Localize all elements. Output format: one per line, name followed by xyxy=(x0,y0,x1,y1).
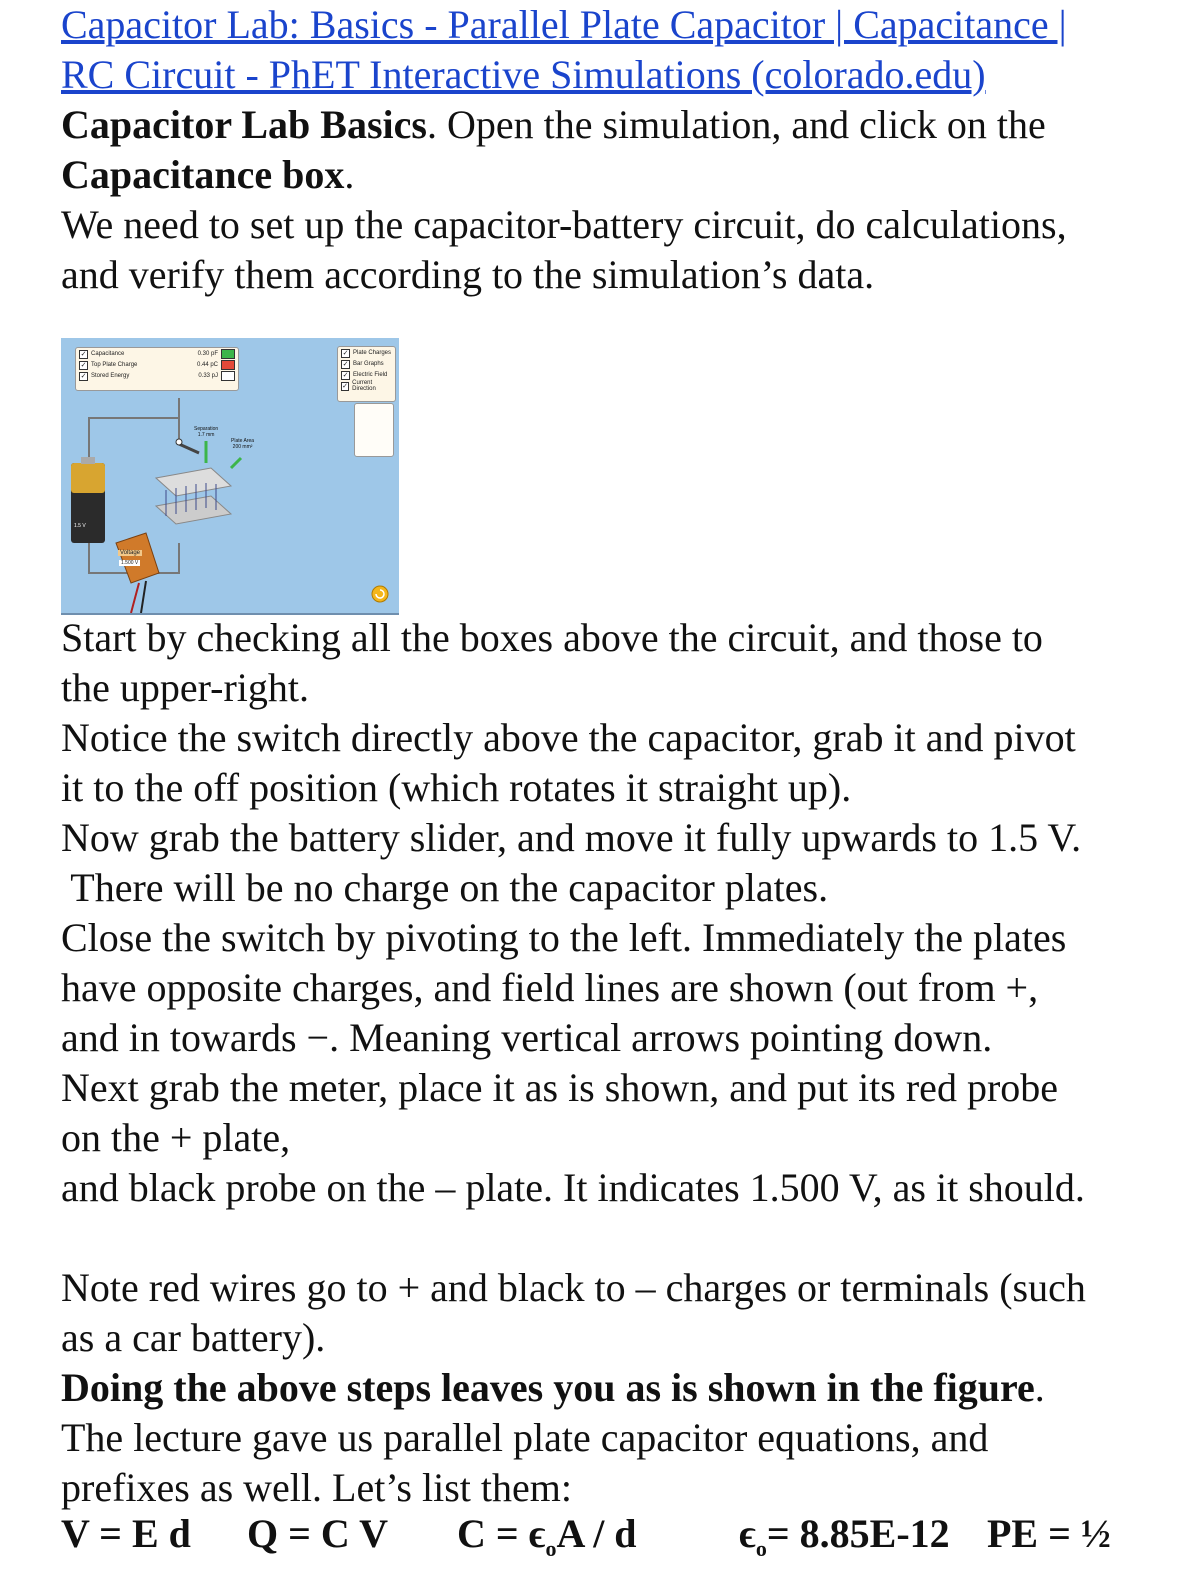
plate-area-arrow-icon[interactable] xyxy=(231,458,241,468)
eq4-part-b: = 8.85E-12 xyxy=(766,1511,950,1556)
charge-value: 0.44 pC xyxy=(196,362,218,368)
eq4-subscript: o xyxy=(755,1536,767,1561)
header-block xyxy=(61,0,1067,300)
voltmeter[interactable] xyxy=(116,533,159,583)
p8-line2: prefixes as well. Let’s list them: xyxy=(61,1465,572,1510)
p2-line1: Notice the switch directly above the capacitor, grab it and pivot xyxy=(61,715,1076,760)
check-icon: ✓ xyxy=(342,382,349,390)
intro-line1 xyxy=(61,100,1067,150)
equation-v-ed: V = E d xyxy=(61,1511,191,1556)
check-icon: ✓ xyxy=(342,349,349,357)
battery-voltage: 1.5 V xyxy=(74,523,86,529)
check-icon: ✓ xyxy=(80,361,87,369)
p8-line1: The lecture gave us parallel plate capacitor equations, and xyxy=(61,1415,989,1460)
voltmeter-readout: 1.500 V xyxy=(121,560,139,566)
intro-p2-line2: and verify them according to the simulation’s data. xyxy=(61,252,875,297)
equation-capacitance xyxy=(457,1510,739,1562)
checkbox-label: Plate Charges xyxy=(353,350,392,356)
blank-line xyxy=(61,1213,1171,1263)
p3-line2: There will be no charge on the capacitor plates. xyxy=(61,865,829,910)
p4-line1: Close the switch by pivoting to the left. Immediately the plates xyxy=(61,915,1067,960)
separation-readout xyxy=(194,426,218,438)
checkbox-label: Current Direction xyxy=(352,380,376,392)
eq3-subscript: o xyxy=(545,1536,557,1561)
equation-epsilon xyxy=(739,1510,987,1562)
voltmeter-label: Voltage xyxy=(120,550,141,556)
p3-line1: Now grab the battery slider, and move it fully upwards to 1.5 V. xyxy=(61,815,1082,860)
energy-value: 0.33 pJ xyxy=(198,373,218,379)
red-probe[interactable] xyxy=(131,583,139,613)
separation-value: 1.7 mm xyxy=(197,432,215,438)
p2-line2: it to the off position (which rotates it straight up). xyxy=(61,765,852,810)
battery-terminal xyxy=(81,457,95,464)
checkbox-label: Stored Energy xyxy=(91,373,130,379)
switch[interactable] xyxy=(179,444,199,453)
intro-bold1: Capacitor Lab Basics xyxy=(61,102,427,147)
p4-line3: and in towards −. Meaning vertical arrows pointing down. xyxy=(61,1015,993,1060)
intro-rest1: . Open the simulation, and click on the xyxy=(426,102,1046,147)
instructions-block xyxy=(61,613,1171,1513)
equation-q-cv: Q = C V xyxy=(247,1511,388,1556)
separation-label: Separation xyxy=(194,426,219,432)
checkbox-label: Capacitance xyxy=(91,351,125,357)
capacitance-value: 0.30 pF xyxy=(197,351,218,357)
p5-line2: on the + plate, xyxy=(61,1115,291,1160)
eq4-part-a: ϵ xyxy=(739,1511,756,1556)
top-wire xyxy=(89,418,179,468)
p7-line xyxy=(61,1363,1171,1413)
eq3-part-b: A / d xyxy=(556,1511,637,1556)
circuit-diagram xyxy=(61,338,399,613)
checkbox-label: Bar Graphs xyxy=(353,361,384,367)
source-link-1[interactable]: Capacitor Lab: Basics - Parallel Plate Capacitor | Capacitance | xyxy=(61,2,1067,47)
source-link-line1[interactable] xyxy=(61,0,1067,50)
intro-rest2: . xyxy=(344,152,355,197)
check-icon: ✓ xyxy=(342,371,349,379)
plate-area-readout xyxy=(231,438,254,450)
intro-p2-line1: We need to set up the capacitor-battery circuit, do calculations, xyxy=(61,202,1067,247)
bottom-plate[interactable] xyxy=(156,496,231,524)
p5-line3: and black probe on the – plate. It indicates 1.500 V, as it should. xyxy=(61,1165,1085,1210)
switch-pivot-icon xyxy=(176,439,182,445)
battery-top xyxy=(71,463,105,493)
p7-rest: . xyxy=(1034,1365,1045,1410)
check-icon: ✓ xyxy=(80,372,87,380)
p6-line1: Note red wires go to + and black to – charges or terminals (such xyxy=(61,1265,1086,1310)
equations-line xyxy=(61,1510,1171,1562)
source-link-line2[interactable] xyxy=(61,50,1067,100)
equations-row xyxy=(61,1510,1171,1562)
p4-line2: have opposite charges, and field lines are shown (out from +, xyxy=(61,965,1039,1010)
p6-line2: as a car battery). xyxy=(61,1315,326,1360)
check-icon: ✓ xyxy=(80,350,87,358)
source-link-2[interactable]: RC Circuit - PhET Interactive Simulations (colorado.edu) xyxy=(61,52,986,97)
p7-bold: Doing the above steps leaves you as is shown in the figure xyxy=(61,1365,1035,1410)
eq3-part-a: C = ϵ xyxy=(457,1511,546,1556)
p5-line1: Next grab the meter, place it as is shown, and put its red probe xyxy=(61,1065,1059,1110)
check-icon: ✓ xyxy=(342,360,349,368)
plate-area-value: 200 mm² xyxy=(232,444,253,450)
checkbox-label: Top Plate Charge xyxy=(91,362,138,368)
intro-bold2: Capacitance box xyxy=(61,152,345,197)
intro-line2 xyxy=(61,150,1067,200)
reset-icon[interactable] xyxy=(372,586,388,602)
black-probe[interactable] xyxy=(141,581,146,613)
phet-simulation-figure xyxy=(61,338,399,615)
p1-line2: the upper-right. xyxy=(61,665,310,710)
p1-line1: Start by checking all the boxes above the circuit, and those to xyxy=(61,615,1043,660)
plate-area-label: Plate Area xyxy=(231,438,255,444)
checkbox-label: Electric Field xyxy=(353,372,388,378)
equation-energy: PE = ½ xyxy=(987,1511,1111,1556)
top-plate[interactable] xyxy=(156,468,231,496)
